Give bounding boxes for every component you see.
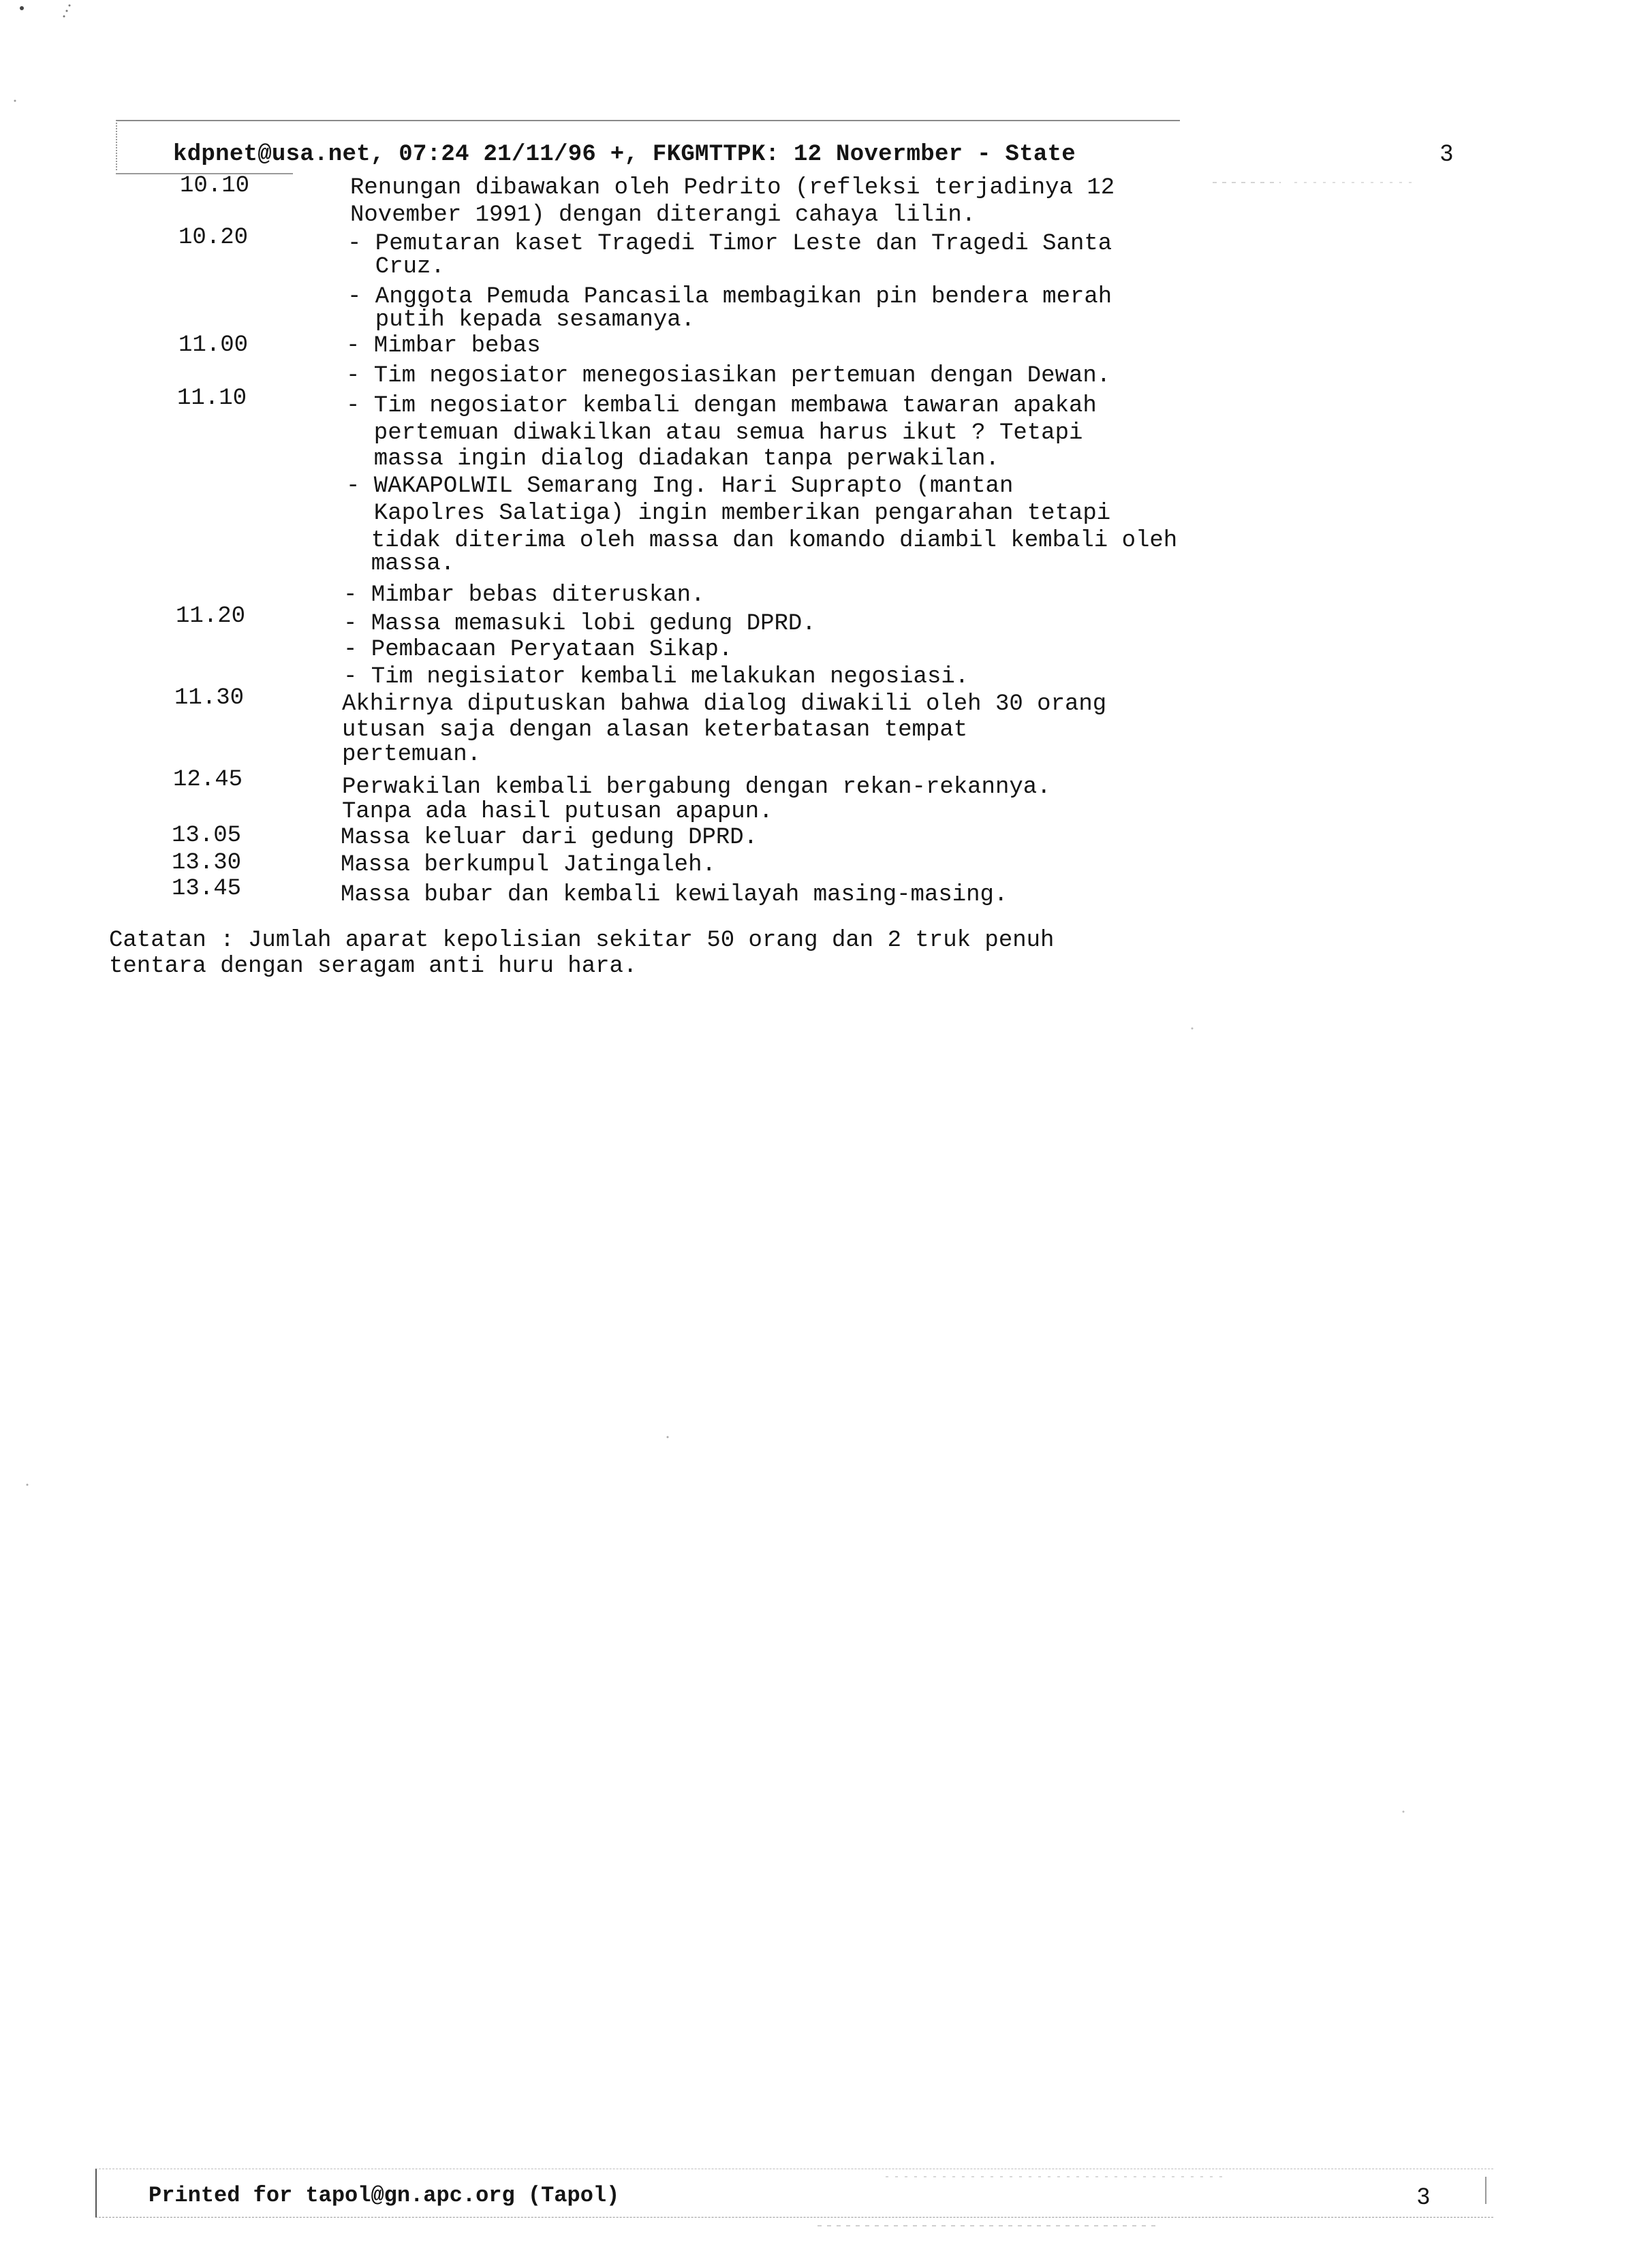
entry-line: pertemuan.: [342, 742, 482, 768]
fax-header: [116, 120, 1180, 170]
footer-page-number: 3: [1417, 2184, 1430, 2209]
note-line: Catatan : Jumlah aparat kepolisian sekitar 50 orang dan 2 truk penuh: [109, 928, 1055, 954]
entry-line: - Tim negosiator menegosiasikan pertemuan dengan Dewan.: [346, 363, 1111, 389]
note-line: tentara dengan seragam anti huru hara.: [109, 954, 638, 979]
entry-line: - Pembacaan Peryataan Sikap.: [343, 637, 733, 663]
entry-line: Cruz.: [347, 254, 445, 280]
entry-line: utusan saja dengan alasan keterbatasan tempat: [342, 717, 968, 743]
entry-line: Kapolres Salatiga) ingin memberikan pengarahan tetapi: [346, 501, 1111, 526]
entry-time: 11.20: [176, 603, 246, 629]
entry-line: pertemuan diwakilkan atau semua harus ikut ? Tetapi: [346, 420, 1083, 446]
entry-line: - Mimbar bebas diteruskan.: [343, 582, 705, 608]
print-footer: [95, 2169, 1493, 2218]
entry-line: Akhirnya diputuskan bahwa dialog diwakili oleh 30 orang: [342, 691, 1107, 717]
entry-line: November 1991) dengan diterangi cahaya lilin.: [350, 202, 976, 228]
entry-line: tidak diterima oleh massa dan komando diambil kembali oleh: [343, 528, 1178, 554]
entry-line: - Tim negisiator kembali melakukan negosiasi.: [343, 664, 969, 690]
entry-time: 12.45: [173, 767, 243, 793]
entry-line: - Pemutaran kaset Tragedi Timor Leste dan Tragedi Santa: [347, 231, 1112, 257]
entry-time: 13.45: [172, 876, 242, 902]
footer-edge-mark: [1485, 2177, 1486, 2204]
entry-time: 11.00: [178, 332, 249, 358]
entry-line: Massa keluar dari gedung DPRD.: [341, 825, 758, 851]
entry-line: - WAKAPOLWIL Semarang Ing. Hari Suprapto (mantan: [346, 473, 1014, 499]
entry-line: Tanpa ada hasil putusan apapun.: [342, 799, 773, 825]
entry-time: 13.05: [172, 823, 242, 849]
entry-line: - Mimbar bebas: [346, 333, 541, 359]
note-paragraph: [109, 928, 1054, 979]
entry-time: 11.30: [174, 685, 245, 711]
entry-line: putih kepada sesamanya.: [347, 307, 696, 333]
entry-time: 10.20: [178, 225, 249, 251]
entry-line: - Tim negosiator kembali dengan membawa tawaran apakah: [346, 393, 1097, 419]
entry-line: Renungan dibawakan oleh Pedrito (refleksi terjadinya 12: [350, 175, 1115, 201]
entry-line: Massa berkumpul Jatingaleh.: [341, 852, 716, 878]
entry-time: 13.30: [172, 850, 242, 876]
entry-line: - Massa memasuki lobi gedung DPRD.: [343, 611, 816, 637]
entry-time: 10.10: [180, 173, 250, 199]
entry-line: - Anggota Pemuda Pancasila membagikan pin bendera merah: [347, 284, 1112, 310]
entry-line: massa ingin dialog diadakan tanpa perwakilan.: [346, 446, 999, 472]
header-page-number: 3: [1440, 140, 1453, 166]
entry-line: Massa bubar dan kembali kewilayah masing-masing.: [341, 882, 1008, 908]
entry-line: Perwakilan kembali bergabung dengan rekan-rekannya.: [342, 774, 1051, 800]
entry-line: massa.: [343, 551, 455, 577]
header-text: kdpnet@usa.net, 07:24 21/11/96 +, FKGMTTPK: 12 Novermber - State: [173, 142, 1076, 168]
footer-text: Printed for tapol@gn.apc.org (Tapol): [149, 2183, 620, 2208]
entry-time: 11.10: [177, 385, 247, 411]
